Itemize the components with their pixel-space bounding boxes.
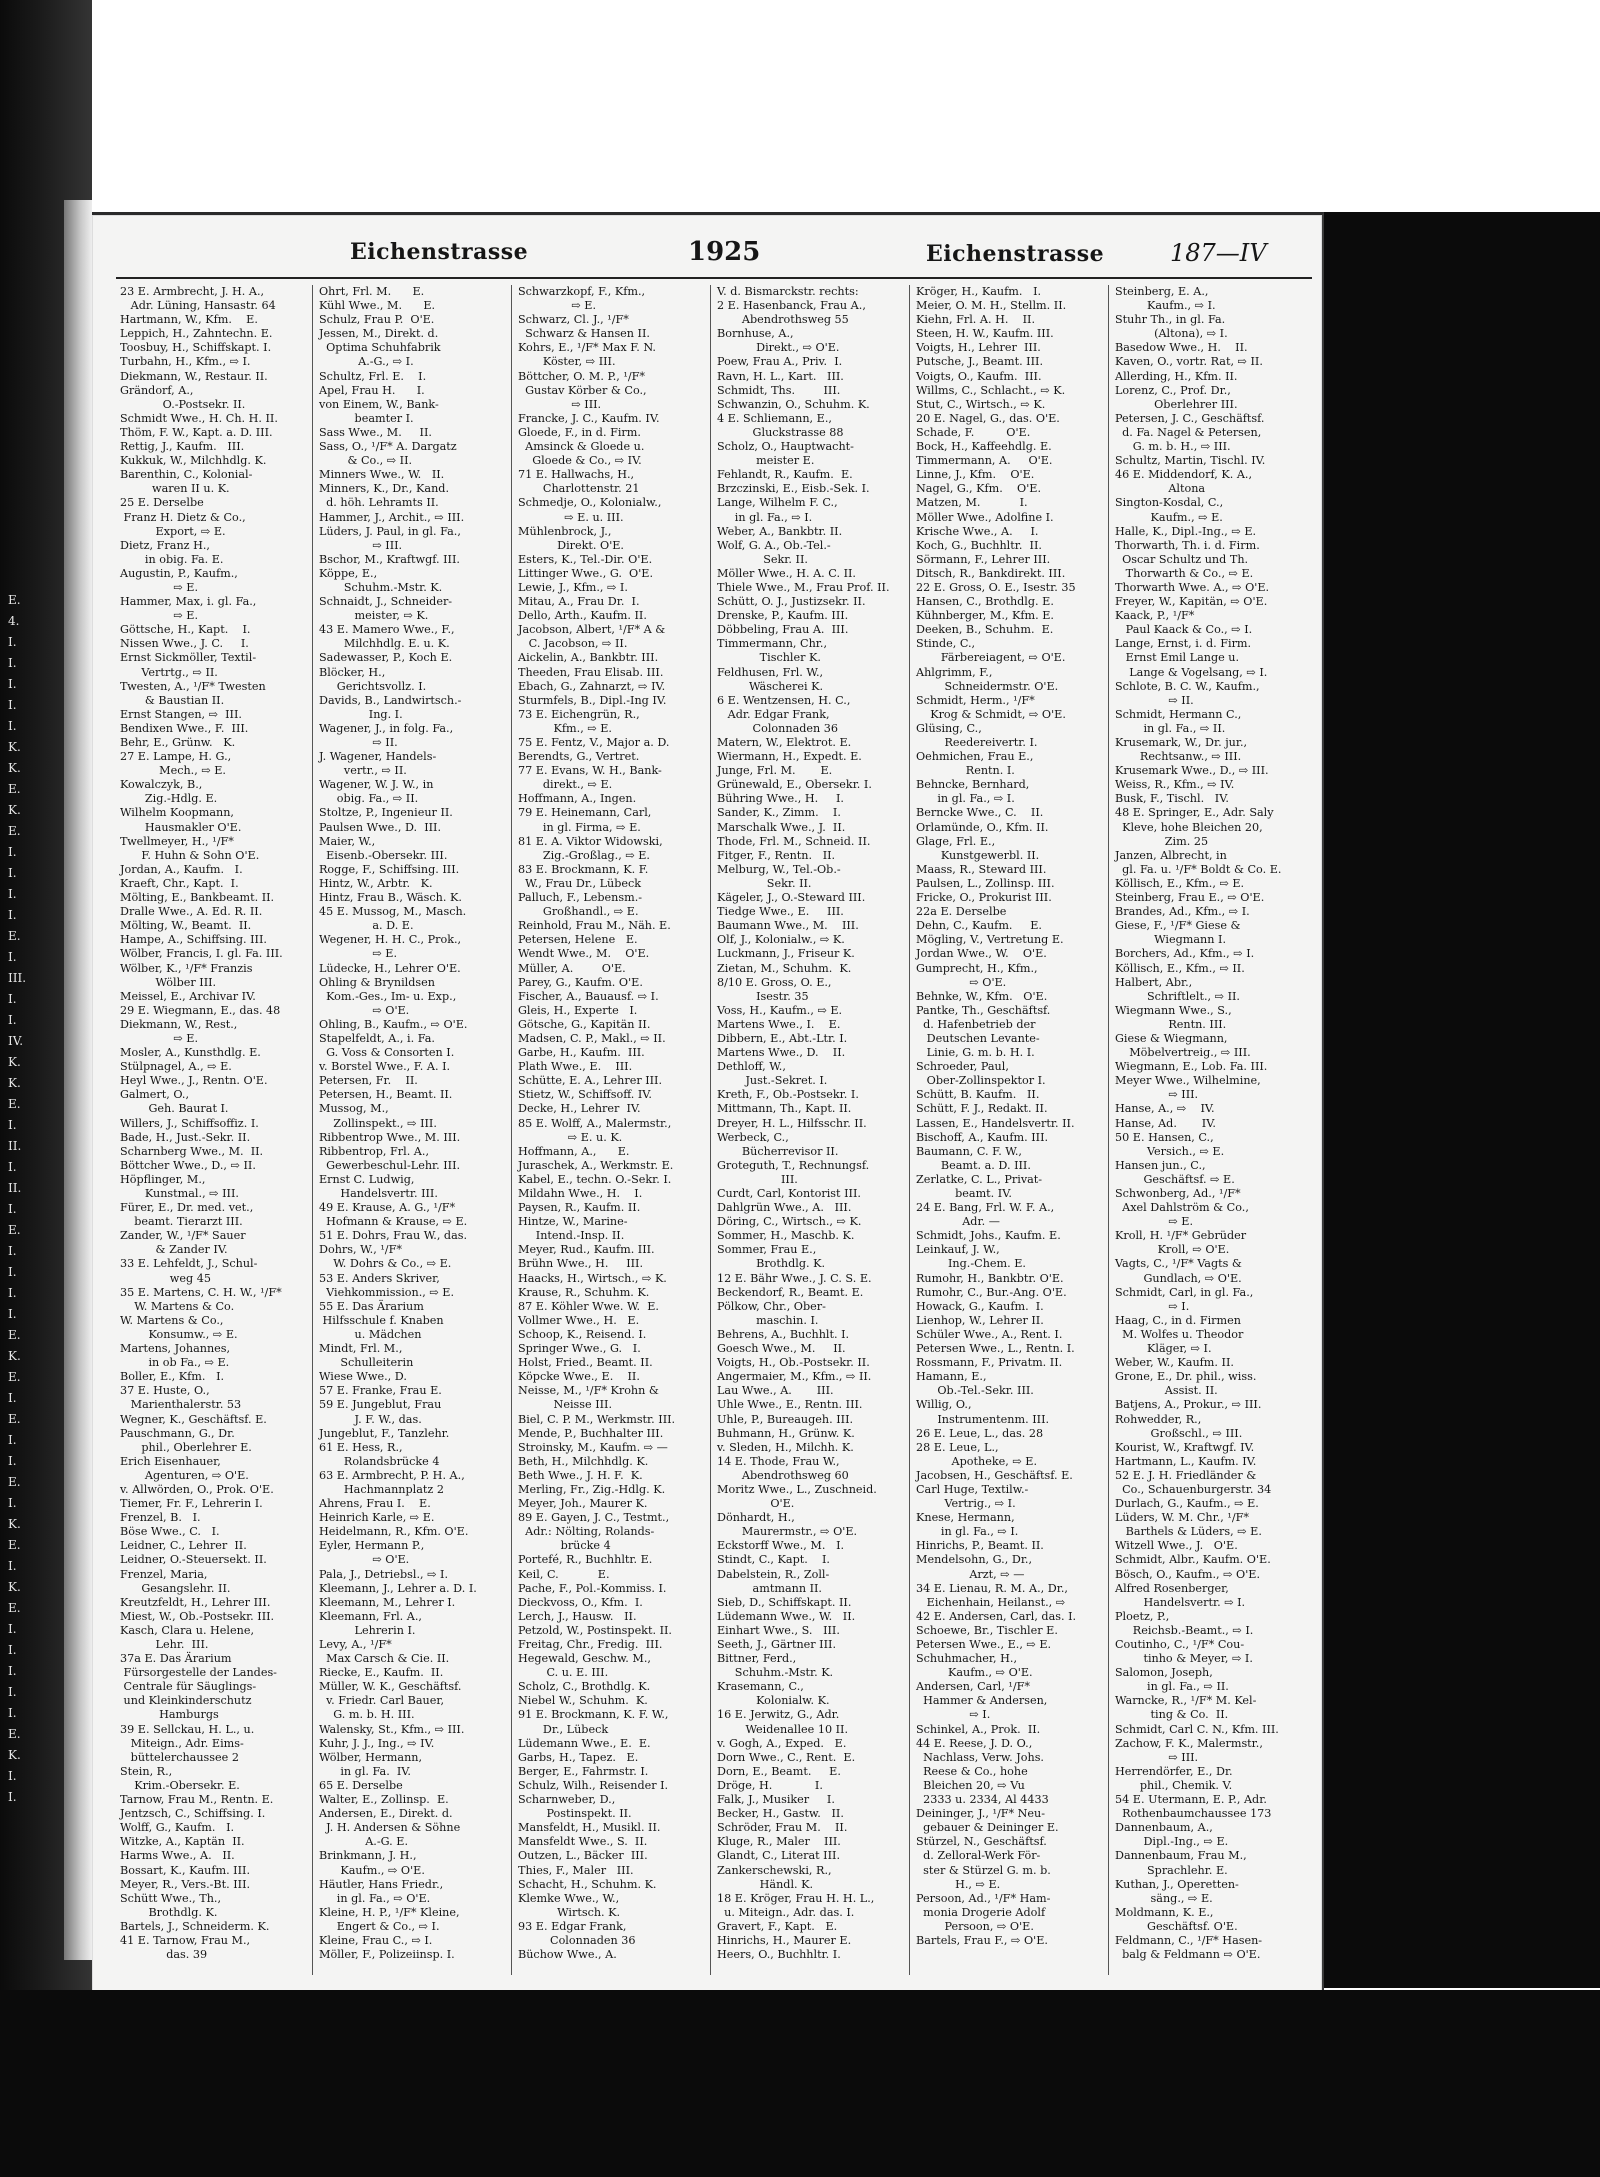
directory-columns xyxy=(114,285,1310,1975)
directory-page xyxy=(92,212,1324,1991)
page-number: 187—IV xyxy=(1170,239,1267,267)
street-name-left: Eichenstrasse xyxy=(350,239,529,265)
directory-column-4: V. d. Bismarckstr. rechts: 2 E. Hasenbanck, Frau A., Abendrothsweg 55 Bornhuse, A., Direkt., ⇨ O'E. Poew, Frau A., Priv. I. Ravn, H. L., Kart. III. Schmidt, Ths. III. Schwanzin, O., Schuhm. K. 4 E. Schliemann, E., Gluckstrasse 88 Scholz, O., Hauptwacht- meister E. Fehlandt, R., Kaufm. E. Brzczinski, E., Eisb.-Sek. I. Lange, Wilhelm F. C., in gl. Fa., ⇨ I. Weber, A., Bankbtr. II. Wolf, G. A., Ob.-Tel.- Sekr. II. Möller Wwe., H. A. C. II. Thiele Wwe., M., Frau Prof. II. Schütt, O. J., Justizsekr. II. Drenske, P., Kaufm. III. Döbbeling, Frau A. III. Timmermann, Chr., Tischler K. Feldhusen, Frl. W., Wäscherei K. 6 E. Wentzensen, H. C., Adr. Edgar Frank, Colonnaden 36 Matern, W., Elektrot. E. Wiermann, H., Expedt. E. Junge, Frl. M. E. Grünewald, E., Obersekr. I. Bühring Wwe., H. I. Sander, K., Zimm. I. Marschalk Wwe., J. II. Thode, Frl. M., Schneid. II. Fitger, F., Rentn. II. Melburg, W., Tel.-Ob.- Sekr. II. Kägeler, J., O.-Steward III. Tiedge Wwe., E. III. Baumann Wwe., M. III. Olf, J., Kolonialw., ⇨ K. Luckmann, J., Friseur K. Zietan, M., Schuhm. K. 8/10 E. Gross, O. E., Isestr. 35 Voss, H., Kaufm., ⇨ E. Martens Wwe., I. E. Dibbern, E., Abt.-Ltr. I. Martens Wwe., D. II. Dethloff, W., Just.-Sekret. I. Kreth, F., Ob.-Postsekr. I. Mittmann, Th., Kapt. II. Dreyer, H. L., Hilfsschr. II. Werbeck, C., Bücherrevisor II. Groteguth, T., Rechnungsf. III. Curdt, Carl, Kontorist III. Dahlgrün Wwe., A. III. Döring, C., Wirtsch., ⇨ K. Sommer, H., Maschb. K. Sommer, Frau E., Brothdlg. K. 12 E. Bähr Wwe., J. C. S. E. Beckendorf, R., Beamt. E. Pölkow, Chr., Ober- maschin. I. Behrens, A., Buchhlt. I. Goesch Wwe., M. II. Voigts, H., Ob.-Postsekr. II. Angermaier, M., Kfm., ⇨ II. Lau Wwe., A. III. Uhle Wwe., E., Rentn. III. Uhle, P., Bureaugeh. III. Buhmann, H., Grünw. K. v. Sleden, H., Milchh. K. 14 E. Thode, Frau W., Abendrothsweg 60 Moritz Wwe., L., Zuschneid. O'E. Dönhardt, H., Maurermstr., ⇨ O'E. Eckstorff Wwe., M. I. Stindt, C., Kapt. I. Dabelstein, R., Zoll- amtmann II. Sieb, D., Schiffskapt. II. Lüdemann Wwe., W. II. Einhart Wwe., S. III. Seeth, J., Gärtner III. Bittner, Ferd., Schuhm.-Mstr. K. Krasemann, C., Kolonialw. K. 16 E. Jerwitz, G., Adr. Weidenallee 10 II. v. Gogh, A., Exped. E. Dorn Wwe., C., Rent. E. Dorn, E., Beamt. E. Dröge, H. I. Falk, J., Musiker I. Becker, H., Gastw. II. Schröder, Frau M. II. Kluge, R., Maler III. Glandt, C., Literat III. Zankerschewski, R., Händl. K. 18 E. Kröger, Frau H. H. L., u. Miteign., Adr. das. I. Gravert, F., Kapt. E. Hinrichs, H., Maurer E. Heers, O., Buchhltr. I. xyxy=(711,285,910,1975)
directory-column-1: 23 E. Armbrecht, J. H. A., Adr. Lüning, Hansastr. 64 Hartmann, W., Kfm. E. Leppich, H., Zahntechn. E. Toosbuy, H., Schiffskapt. I. Turbahn, H., Kfm., ⇨ I. Diekmann, W., Restaur. II. Grändorf, A., O.-Postsekr. II. Schmidt Wwe., H. Ch. H. II. Thöm, F. W., Kapt. a. D. III. Rettig, J., Kaufm. III. Kukkuk, W., Milchhdlg. K. Barenthin, C., Kolonial- waren II u. K. 25 E. Derselbe Franz H. Dietz & Co., Export, ⇨ E. Dietz, Franz H., in obig. Fa. E. Augustin, P., Kaufm., ⇨ E. Hammer, Max, i. gl. Fa., ⇨ E. Göttsche, H., Kapt. I. Nissen Wwe., J. C. I. Ernst Sickmöller, Textil- Vertrtg., ⇨ II. Twesten, A., ¹/F* Twesten & Baustian II. Ernst Stangen, ⇨ III. Bendixen Wwe., F. III. Behr, E., Grünw. K. 27 E. Lampe, H. G., Mech., ⇨ E. Kowalczyk, B., Zig.-Hdlg. E. Wilhelm Koopmann, Hausmakler O'E. Twellmeyer, H., ¹/F* F. Huhn & Sohn O'E. Jordan, A., Kaufm. I. Kraeft, Chr., Kapt. I. Mölting, E., Bankbeamt. II. Dralle Wwe., A. Ed. R. II. Mölting, W., Beamt. II. Hampe, A., Schiffsing. III. Wölber, Francis, I. gl. Fa. III. Wölber, K., ¹/F* Franzis Wölber III. Meissel, E., Archivar IV. 29 E. Wiegmann, E., das. 48 Diekmann, W., Rest., ⇨ E. Mosler, A., Kunsthdlg. E. Stülpnagel, A., ⇨ E. Heyl Wwe., J., Rentn. O'E. Galmert, O., Geh. Baurat I. Willers, J., Schiffsoffiz. I. Bade, H., Just.-Sekr. II. Scharnberg Wwe., M. II. Böttcher Wwe., D., ⇨ II. Höpflinger, M., Kunstmal., ⇨ III. Fürer, E., Dr. med. vet., beamt. Tierarzt III. Zander, W., ¹/F* Sauer & Zander IV. 33 E. Lehfeldt, J., Schul- weg 45 35 E. Martens, C. H. W., ¹/F* W. Martens & Co. W. Martens & Co., Konsumw., ⇨ E. Martens, Johannes, in ob Fa., ⇨ E. Boller, E., Kfm. I. 37 E. Huste, O., Marienthalerstr. 53 Wegner, K., Geschäftsf. E. Pauschmann, G., Dr. phil., Oberlehrer E. Erich Eisenhauer, Agenturen, ⇨ O'E. v. Allwörden, O., Prok. O'E. Tiemer, Fr. F., Lehrerin I. Frenzel, B. I. Böse Wwe., C. I. Leidner, C., Lehrer II. Leidner, O.-Steuersekt. II. Frenzel, Maria, Gesangslehr. II. Kreutzfeldt, H., Lehrer III. Miest, W., Ob.-Postsekr. III. Kasch, Clara u. Helene, Lehr. III. 37a E. Das Ärarium Fürsorgestelle der Landes- Centrale für Säuglings- und Kleinkinderschutz Hamburgs 39 E. Sellckau, H. L., u. Miteign., Adr. Eims- büttelerchaussee 2 Stein, R., Krim.-Obersekr. E. Tarnow, Frau M., Rentn. E. Jentzsch, C., Schiffsing. I. Wolff, G., Kaufm. I. Witzke, A., Kaptän II. Harms Wwe., A. II. Bossart, K., Kaufm. III. Meyer, R., Vers.-Bt. III. Schütt Wwe., Th., Brothdlg. K. Bartels, J., Schneiderm. K. 41 E. Tarnow, Frau M., das. 39 xyxy=(114,285,313,1975)
running-head xyxy=(92,233,1322,275)
directory-column-3: Schwarzkopf, F., Kfm., ⇨ E. Schwarz, Cl. J., ¹/F* Schwarz & Hansen II. Kohrs, E., ¹/F* Max F. N. Köster, ⇨ III. Böttcher, O. M. P., ¹/F* Gustav Körber & Co., ⇨ III. Francke, J. C., Kaufm. IV. Gloede, F., in d. Firm. Amsinck & Gloede u. Gloede & Co., ⇨ IV. 71 E. Hallwachs, H., Charlottenstr. 21 Schmedje, O., Kolonialw., ⇨ E. u. III. Mühlenbrock, J., Direkt. O'E. Esters, K., Tel.-Dir. O'E. Littinger Wwe., G. O'E. Lewie, J., Kfm., ⇨ I. Mitau, A., Frau Dr. I. Dello, Arth., Kaufm. II. Jacobson, Albert, ¹/F* A & C. Jacobson, ⇨ II. Aickelin, A., Bankbtr. III. Theeden, Frau Elisab. III. Ebach, G., Zahnarzt, ⇨ IV. Sturmfels, B., Dipl.-Ing IV. 73 E. Eichengrün, R., Kfm., ⇨ E. 75 E. Fentz, V., Major a. D. Berendts, G., Vertret. 77 E. Evans, W. H., Bank- direkt., ⇨ E. Hoffmann, A., Ingen. 79 E. Heinemann, Carl, in gl. Firma, ⇨ E. 81 E. A. Viktor Widowski, Zig.-Großlag., ⇨ E. 83 E. Brockmann, K. F. W., Frau Dr., Lübeck Palluch, F., Lebensm.- Großhandl., ⇨ E. Reinhold, Frau M., Näh. E. Petersen, Helene E. Wendt Wwe., M. O'E. Müller, A. O'E. Parey, G., Kaufm. O'E. Fischer, A., Bauausf. ⇨ I. Gleis, H., Experte I. Götsche, G., Kapitän II. Madsen, C. P., Makl., ⇨ II. Garbe, H., Kaufm. III. Plath Wwe., E. III. Schütte, E. A., Lehrer III. Stietz, W., Schiffsoff. IV. Decke, H., Lehrer IV. 85 E. Wolff, A., Malermstr., ⇨ E. u. K. Hoffmann, A., E. Juraschek, A., Werkmstr. E. Kabel, E., techn. O.-Sekr. I. Mildahn Wwe., H. I. Paysen, R., Kaufm. II. Hintze, W., Marine- Intend.-Insp. II. Meyer, Rud., Kaufm. III. Brühn Wwe., H. III. Haacks, H., Wirtsch., ⇨ K. Krause, R., Schuhm. K. 87 E. Köhler Wwe. W. E. Vollmer Wwe., H. E. Schoop, K., Reisend. I. Springer Wwe., G. I. Holst, Fried., Beamt. II. Köpcke Wwe., E. II. Neisse, M., ¹/F* Krohn & Neisse III. Biel, C. P. M., Werkmstr. III. Mende, P., Buchhalter III. Stroinsky, M., Kaufm. ⇨ — Beth, H., Milchhdlg. K. Beth Wwe., J. H. F. K. Merling, Fr., Zig.-Hdlg. K. Meyer, Joh., Maurer K. 89 E. Gayen, J. C., Testmt., Adr.: Nölting, Rolands- brücke 4 Portefé, R., Buchhltr. E. Keil, C. E. Pache, F., Pol.-Kommiss. I. Dieckvoss, O., Kfm. I. Lerch, J., Hausw. II. Petzold, W., Postinspekt. II. Freitag, Chr., Fredig. III. Hegewald, Geschw. M., C. u. E. III. Scholz, C., Brothdlg. K. Niebel W., Schuhm. K. 91 E. Brockmann, K. F. W., Dr., Lübeck Lüdemann Wwe., E. E. Garbs, H., Tapez. E. Berger, E., Fahrmstr. I. Schulz, Wilh., Reisender I. Scharnweber, D., Postinspekt. II. Mansfeldt, H., Musikl. II. Mansfeldt Wwe., S. II. Outzen, L., Bäcker III. Thies, F., Maler III. Schacht, H., Schuhm. K. Klemke Wwe., W., Wirtsch. K. 93 E. Edgar Frank, Colonnaden 36 Büchow Wwe., A. xyxy=(512,285,711,1975)
street-name-right: Eichenstrasse xyxy=(926,241,1105,267)
year-heading: 1925 xyxy=(688,237,761,267)
scan-border-right xyxy=(1324,212,1600,1988)
adjacent-page-text: E. 4. I. I. I. I. I. K. K. E. K. E. I. I. I. I. E. I. III. I. I. IV. K. K. E. I. II. I. II. I. E. I. I. I. I. E. K. E. I. E. I. I. E. I. K. E. I. K. E. I. I. I. I. I. E. K. I. I. xyxy=(8,593,27,1804)
header-rule xyxy=(116,277,1312,279)
scan-border-bottom xyxy=(0,1990,1600,2177)
directory-column-6: Steinberg, E. A., Kaufm., ⇨ I. Stuhr Th., in gl. Fa. (Altona), ⇨ I. Basedow Wwe., H. II. Kaven, O., vortr. Rat, ⇨ II. Allerding, H., Kfm. II. Lorenz, C., Prof. Dr., Oberlehrer III. Petersen, J. C., Geschäftsf. d. Fa. Nagel & Petersen, G. m. b. H., ⇨ III. Schultz, Martin, Tischl. IV. 46 E. Middendorf, K. A., Altona Sington-Kosdal, C., Kaufm., ⇨ E. Halle, K., Dipl.-Ing., ⇨ E. Thorwarth, Th. i. d. Firm. Oscar Schultz und Th. Thorwarth & Co., ⇨ E. Thorwarth Wwe. A., ⇨ O'E. Freyer, W., Kapitän, ⇨ O'E. Kaack, P., ¹/F* Paul Kaack & Co., ⇨ I. Lange, Ernst, i. d. Firm. Ernst Emil Lange u. Lange & Vogelsang, ⇨ I. Schlote, B. C. W., Kaufm., ⇨ II. Schmidt, Hermann C., in gl. Fa., ⇨ II. Krusemark, W., Dr. jur., Rechtsanw., ⇨ III. Krusemark Wwe., D., ⇨ III. Weiss, R., Kfm., ⇨ IV. Busk, F., Tischl. IV. 48 E. Springer, E., Adr. Saly Kleve, hohe Bleichen 20, Zim. 25 Janzen, Albrecht, in gl. Fa. u. ¹/F* Boldt & Co. E. Köllisch, E., Kfm., ⇨ E. Steinberg, Frau E., ⇨ O'E. Brandes, Ad., Kfm., ⇨ I. Giese, F., ¹/F* Giese & Wiegmann I. Borchers, Ad., Kfm., ⇨ I. Köllisch, E., Kfm., ⇨ II. Halbert, Abr., Schriftlelt., ⇨ II. Wiegmann Wwe., S., Rentn. III. Giese & Wiegmann, Möbelvertreig., ⇨ III. Wiegmann, E., Lob. Fa. III. Meyer Wwe., Wilhelmine, ⇨ III. Hanse, A., ⇨ IV. Hanse, Ad. IV. 50 E. Hansen, C., Versich., ⇨ E. Hansen jun., C., Geschäftsf. ⇨ E. Schwonberg, Ad., ¹/F* Axel Dahlström & Co., ⇨ E. Kroll, H. ¹/F* Gebrüder Kroll, ⇨ O'E. Vagts, C., ¹/F* Vagts & Gundlach, ⇨ O'E. Schmidt, Carl, in gl. Fa., ⇨ I. Haag, C., in d. Firmen M. Wolfes u. Theodor Kläger, ⇨ I. Weber, W., Kaufm. II. Grone, E., Dr. phil., wiss. Assist. II. Batjens, A., Prokur., ⇨ III. Rohwedder, R., Großschl., ⇨ III. Kourist, W., Kraftwgf. IV. Hartmann, L., Kaufm. IV. 52 E. J. H. Friedländer & Co., Schauenburgerstr. 34 Durlach, G., Kaufm., ⇨ E. Lüders, W. M. Chr., ¹/F* Barthels & Lüders, ⇨ E. Witzell Wwe., J. O'E. Schmidt, Albr., Kaufm. O'E. Bösch, O., Kaufm., ⇨ O'E. Alfred Rosenberger, Handelsvertr. ⇨ I. Ploetz, P., Reichsb.-Beamt., ⇨ I. Coutinho, C., ¹/F* Cou- tinho & Meyer, ⇨ I. Salomon, Joseph, in gl. Fa., ⇨ II. Warncke, R., ¹/F* M. Kel- ting & Co. II. Schmidt, Carl C. N., Kfm. III. Zachow, F. K., Malermstr., ⇨ III. Herrendörfer, E., Dr. phil., Chemik. V. 54 E. Utermann, E. P., Adr. Rothenbaumchaussee 173 Dannenbaum, A., Dipl.-Ing., ⇨ E. Dannenbaum, Frau M., Sprachlehr. E. Kuthan, J., Operetten- säng., ⇨ E. Moldmann, K. E., Geschäftsf. O'E. Feldmann, C., ¹/F* Hasen- balg & Feldmann ⇨ O'E. xyxy=(1115,285,1282,1962)
directory-column-5: Kröger, H., Kaufm. I. Meier, O. M. H., Stellm. II. Kiehn, Frl. A. H. II. Steen, H. W., Kaufm. III. Voigts, H., Lehrer III. Putsche, J., Beamt. III. Voigts, O., Kaufm. III. Willms, C., Schlacht., ⇨ K. Stut, C., Wirtsch., ⇨ K. 20 E. Nagel, G., das. O'E. Schade, F. O'E. Bock, H., Kaffeehdlg. E. Timmermann, A. O'E. Linne, J., Kfm. O'E. Nagel, G., Kfm. O'E. Matzen, M. I. Möller Wwe., Adolfine I. Krische Wwe., A. I. Koch, G., Buchhltr. II. Sörmann, F., Lehrer III. Ditsch, R., Bankdirekt. III. 22 E. Gross, O. E., Isestr. 35 Hansen, C., Brothdlg. E. Kühnberger, M., Kfm. E. Deeken, B., Schuhm. E. Stinde, C., Färbereiagent, ⇨ O'E. Ahlgrimm, F., Schneidermstr. O'E. Schmidt, Herm., ¹/F* Krog & Schmidt, ⇨ O'E. Glüsing, C., Reedereivertr. I. Oehmichen, Frau E., Rentn. I. Behncke, Bernhard, in gl. Fa., ⇨ I. Berncke Wwe., C. II. Orlamünde, O., Kfm. II. Glage, Frl. E., Kunstgewerbl. II. Maass, R., Steward III. Paulsen, L., Zollinsp. III. Fricke, O., Prokurist III. 22a E. Derselbe Dehn, C., Kaufm. E. Mögling, V., Vertretung E. Jordan Wwe., W. O'E. Gumprecht, H., Kfm., ⇨ O'E. Behnke, W., Kfm. O'E. Pantke, Th., Geschäftsf. d. Hafenbetrieb der Deutschen Levante- Linie, G. m. b. H. I. Schroeder, Paul, Ober-Zollinspektor I. Schütt, B. Kaufm. II. Schütt, F. J., Redakt. II. Lassen, E., Handelsvertr. II. Bischoff, A., Kaufm. III. Baumann, C. F. W., Beamt. a. D. III. Zerlatke, C. L., Privat- beamt. IV. 24 E. Bang, Frl. W. F. A., Adr. — Schmidt, Johs., Kaufm. E. Leinkauf, J. W., Ing.-Chem. E. Rumohr, H., Bankbtr. O'E. Rumohr, C., Bur.-Ang. O'E. Howack, G., Kaufm. I. Lienhop, W., Lehrer II. Schüler Wwe., A., Rent. I. Petersen Wwe., L., Rentn. I. Rossmann, F., Privatm. II. Hamann, E., Ob.-Tel.-Sekr. III. Willig, O., Instrumentenm. III. 26 E. Leue, L., das. 28 28 E. Leue, L., Apotheke, ⇨ E. Jacobsen, H., Geschäftsf. E. Carl Huge, Textilw.- Vertrig., ⇨ I. Knese, Hermann, in gl. Fa., ⇨ I. Hinrichs, P., Beamt. II. Mendelsohn, G., Dr., Arzt, ⇨ — 34 E. Lienau, R. M. A., Dr., Eichenhain, Heilanst., ⇨ 42 E. Andersen, Carl, das. I. Schoewe, Br., Tischler E. Petersen Wwe., E., ⇨ E. Schuhmacher, H., Kaufm., ⇨ O'E. Andersen, Carl, ¹/F* Hammer & Andersen, ⇨ I. Schinkel, A., Prok. II. 44 E. Reese, J. D. O., Nachlass, Verw. Johs. Reese & Co., hohe Bleichen 20, ⇨ Vu 2333 u. 2334, Al 4433 Deininger, J., ¹/F* Neu- gebauer & Deininger E. Stürzel, N., Geschäftsf. d. Zelloral-Werk För- ster & Stürzel G. m. b. H., ⇨ E. Persoon, Ad., ¹/F* Ham- monia Drogerie Adolf Persoon, ⇨ O'E. Bartels, Frau F., ⇨ O'E. xyxy=(910,285,1109,1975)
directory-column-2: Ohrt, Frl. M. E. Kühl Wwe., M. E. Schulz, Frau P. O'E. Jessen, M., Direkt. d. Optima Schuhfabrik A.-G., ⇨ I. Schultz, Frl. E. I. Apel, Frau H. I. von Einem, W., Bank- beamter I. Sass Wwe., M. II. Sass, O., ¹/F* A. Dargatz & Co., ⇨ II. Minners Wwe., W. II. Minners, K., Dr., Kand. d. höh. Lehramts II. Hammer, J., Archit., ⇨ III. Lüders, J. Paul, in gl. Fa., ⇨ III. Bschor, M., Kraftwgf. III. Köppe, E., Schuhm.-Mstr. K. Schnaidt, J., Schneider- meister, ⇨ K. 43 E. Mamero Wwe., F., Milchhdlg. E. u. K. Sadewasser, P., Koch E. Blöcker, H., Gerichtsvollz. I. Davids, B., Landwirtsch.- Ing. I. Wagener, J., in folg. Fa., ⇨ II. J. Wagener, Handels- vertr., ⇨ II. Wagener, W. J. W., in obig. Fa., ⇨ II. Stoltze, P., Ingenieur II. Paulsen Wwe., D. III. Maier, W., Eisenb.-Obersekr. III. Rogge, F., Schiffsing. III. Hintz, W., Arbtr. K. Hintz, Frau B., Wäsch. K. 45 E. Mussog, M., Masch. a. D. E. Wegener, H. H. C., Prok., ⇨ E. Lüdecke, H., Lehrer O'E. Ohling & Brynildsen Kom.-Ges., Im- u. Exp., ⇨ O'E. Ohling, B., Kaufm., ⇨ O'E. Stapelfeldt, A., i. Fa. G. Voss & Consorten I. v. Borstel Wwe., F. A. I. Petersen, Fr. II. Petersen, H., Beamt. II. Mussog, M., Zollinspekt., ⇨ III. Ribbentrop Wwe., M. III. Ribbentrop, Frl. A., Gewerbeschul-Lehr. III. Ernst C. Ludwig, Handelsvertr. III. 49 E. Krause, A. G., ¹/F* Hofmann & Krause, ⇨ E. 51 E. Dohrs, Frau W., das. Dohrs, W., ¹/F* W. Dohrs & Co., ⇨ E. 53 E. Anders Skriver, Viehkommission., ⇨ E. 55 E. Das Ärarium Hilfsschule f. Knaben u. Mädchen Mindt, Frl. M., Schulleiterin Wiese Wwe., D. 57 E. Franke, Frau E. 59 E. Jungeblut, Frau J. F. W., das. Jungeblut, F., Tanzlehr. 61 E. Hess, R., Rolandsbrücke 4 63 E. Armbrecht, P. H. A., Hachmannplatz 2 Ahrens, Frau I. E. Heinrich Karle, ⇨ E. Heidelmann, R., Kfm. O'E. Eyler, Hermann P., ⇨ O'E. Pala, J., Detriebsl., ⇨ I. Kleemann, J., Lehrer a. D. I. Kleemann, M., Lehrer I. Kleemann, Frl. A., Lehrerin I. Levy, A., ¹/F* Max Carsch & Cie. II. Riecke, E., Kaufm. II. Müller, W. K., Geschäftsf. v. Friedr. Carl Bauer, G. m. b. H. III. Walensky, St., Kfm., ⇨ III. Kuhr, J. J., Ing., ⇨ IV. Wölber, Hermann, in gl. Fa. IV. 65 E. Derselbe Walter, E., Zollinsp. E. Andersen, E., Direkt. d. J. H. Andersen & Söhne A.-G. E. Brinkmann, J. H., Kaufm., ⇨ O'E. Häutler, Hans Friedr., in gl. Fa., ⇨ O'E. Kleine, H. P., ¹/F* Kleine, Engert & Co., ⇨ I. Kleine, Frau C., ⇨ I. Möller, F., Polizeiinsp. I. xyxy=(313,285,512,1975)
